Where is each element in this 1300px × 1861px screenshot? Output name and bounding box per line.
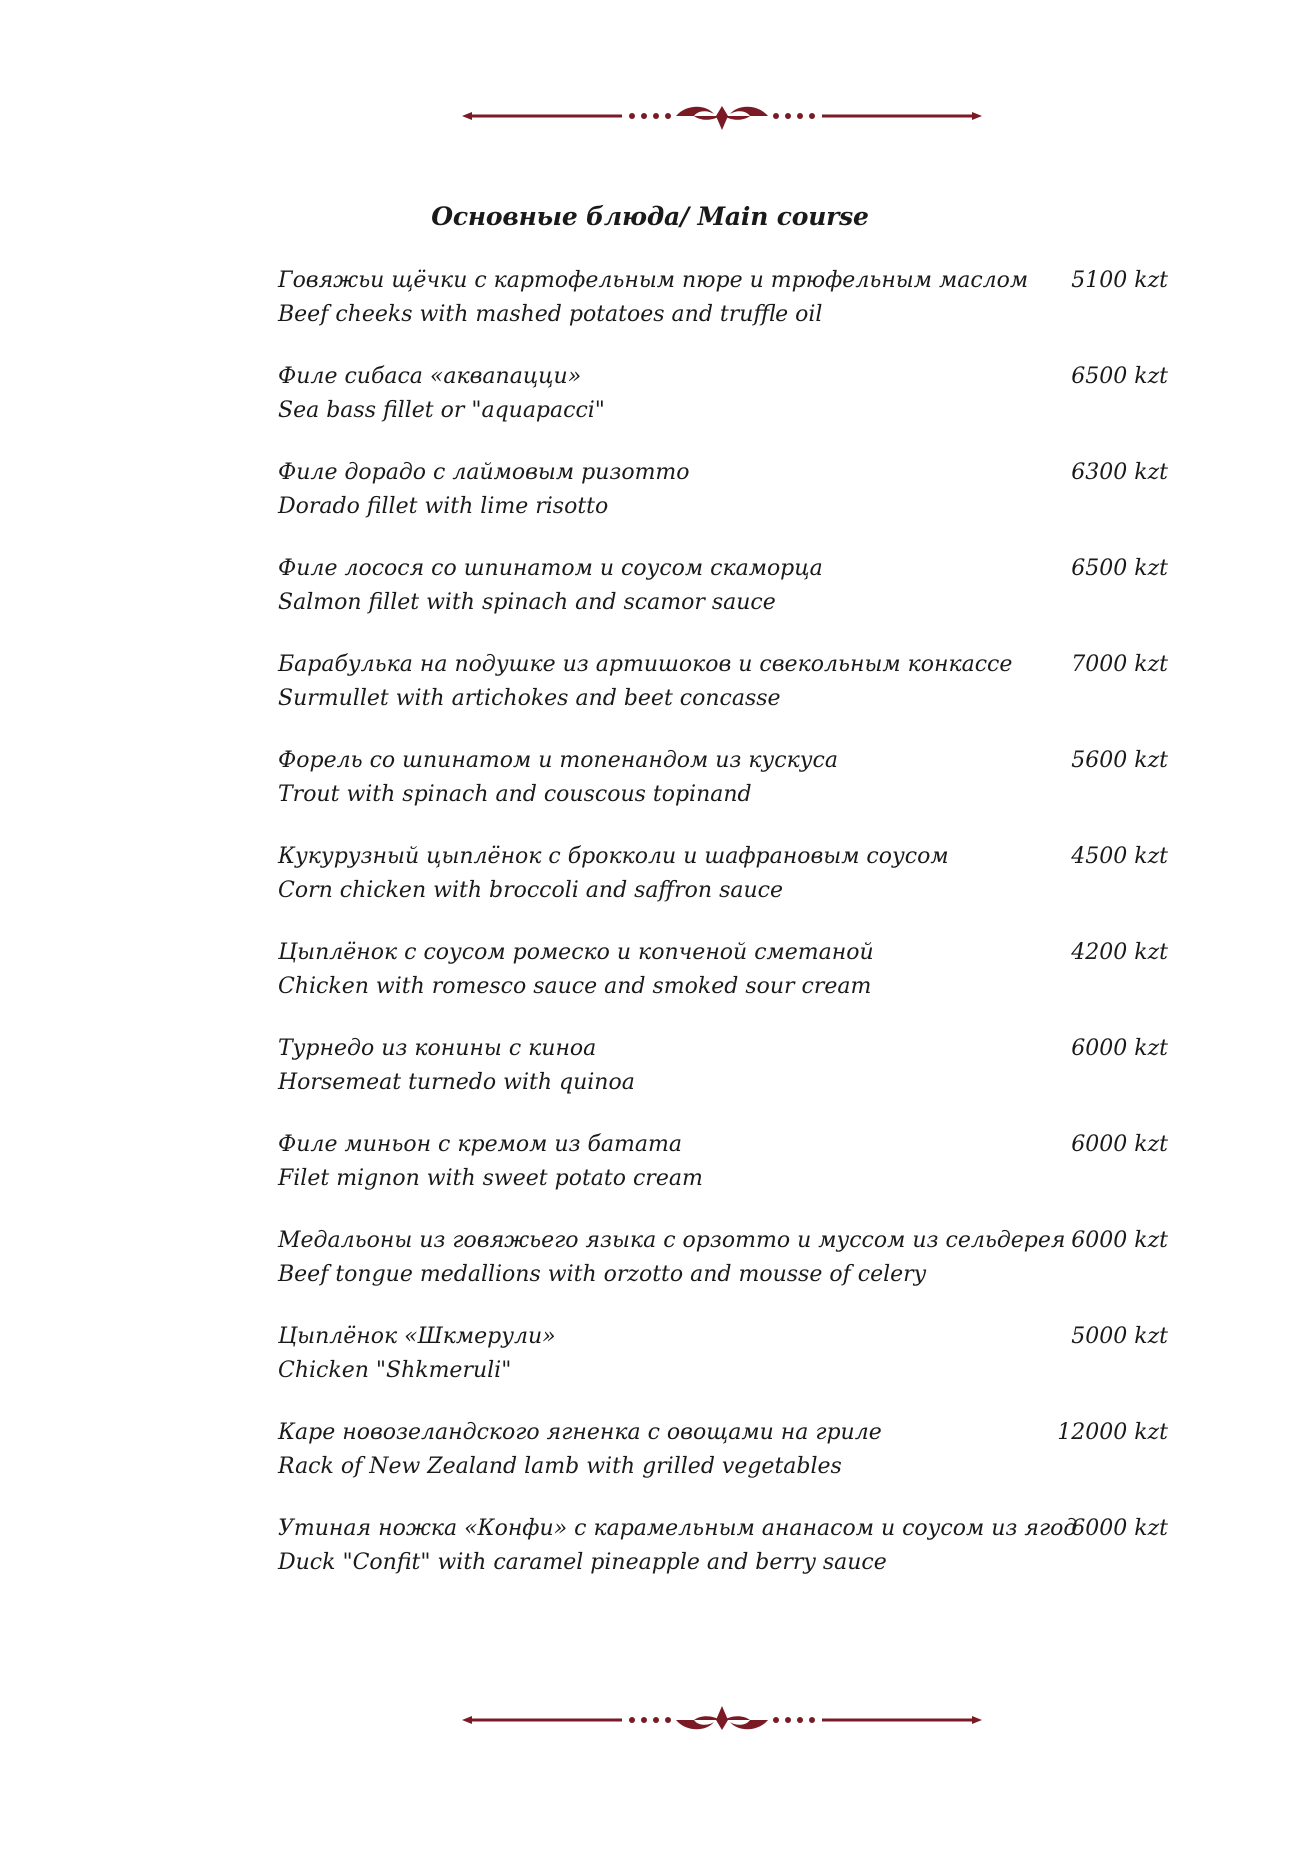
dish-price: 6000 kzt (1071, 1132, 1168, 1157)
dish-name-ru: Филе лосося со шпинатом и соусом скаморца (278, 556, 823, 581)
menu-item (278, 264, 1168, 360)
dish-name-en: Chicken with romesco sauce and smoked sour cream (278, 974, 872, 999)
dish-name-en: Trout with spinach and couscous topinand (278, 782, 752, 807)
menu-item (278, 1320, 1168, 1416)
dish-price: 6500 kzt (1071, 556, 1168, 581)
dish-price: 6000 kzt (1071, 1228, 1168, 1253)
menu-item (278, 360, 1168, 456)
dish-name-en: Sea bass fillet or "aquapacci" (278, 398, 605, 423)
dish-price: 6300 kzt (1071, 460, 1168, 485)
dish-name-en: Beef tongue medallions with orzotto and mousse of celery (278, 1262, 927, 1287)
dish-name-ru: Цыплёнок «Шкмерули» (278, 1324, 556, 1349)
menu-item (278, 744, 1168, 840)
dish-name-en: Horsemeat turnedo with quinoa (278, 1070, 635, 1095)
menu-item (278, 1224, 1168, 1320)
menu-item (278, 1512, 1168, 1608)
dish-price: 12000 kzt (1057, 1420, 1168, 1445)
menu-list (278, 264, 1168, 1608)
menu-item (278, 648, 1168, 744)
dish-price: 4200 kzt (1071, 940, 1168, 965)
menu-item (278, 1032, 1168, 1128)
dish-price: 5000 kzt (1071, 1324, 1168, 1349)
dish-name-ru: Медальоны из говяжьего языка с орзотто и муссом из сельдерея (278, 1228, 1066, 1253)
dish-name-ru: Филе дорадо с лаймовым ризотто (278, 460, 690, 485)
menu-item (278, 1416, 1168, 1512)
dish-name-en: Beef cheeks with mashed potatoes and truffle oil (278, 302, 823, 327)
dish-price: 6000 kzt (1071, 1516, 1168, 1541)
menu-item (278, 456, 1168, 552)
dish-name-en: Rack of New Zealand lamb with grilled vegetables (278, 1454, 842, 1479)
dish-name-ru: Каре новозеландского ягненка с овощами на гриле (278, 1420, 882, 1445)
dish-name-ru: Кукурузный цыплёнок с брокколи и шафрановым соусом (278, 844, 949, 869)
dish-name-ru: Утиная ножка «Конфи» с карамельным ананасом и соусом из ягод (278, 1516, 1078, 1541)
menu-item (278, 552, 1168, 648)
dish-name-ru: Турнедо из конины с киноа (278, 1036, 597, 1061)
dish-name-ru: Филе сибаса «аквапацци» (278, 364, 582, 389)
dish-name-ru: Барабулька на подушке из артишоков и свекольным конкассе (278, 652, 1013, 677)
menu-item (278, 936, 1168, 1032)
dish-name-en: Surmullet with artichokes and beet concasse (278, 686, 781, 711)
menu-item (278, 840, 1168, 936)
dish-name-ru: Говяжьи щёчки с картофельным пюре и трюфельным маслом (278, 268, 1029, 293)
dish-name-en: Dorado fillet with lime risotto (278, 494, 609, 519)
dish-name-ru: Форель со шпинатом и топенандом из кускуса (278, 748, 838, 773)
bottom-ornament-divider (462, 1700, 982, 1740)
top-ornament-divider (462, 96, 982, 136)
dish-name-en: Corn chicken with broccoli and saffron sauce (278, 878, 783, 903)
dish-price: 6500 kzt (1071, 364, 1168, 389)
dish-name-en: Salmon fillet with spinach and scamor sauce (278, 590, 776, 615)
section-title: Основные блюда/ Main course (431, 202, 869, 231)
menu-item (278, 1128, 1168, 1224)
dish-name-en: Duck "Confit" with caramel pineapple and berry sauce (278, 1550, 887, 1575)
dish-price: 4500 kzt (1071, 844, 1168, 869)
dish-name-en: Filet mignon with sweet potato cream (278, 1166, 703, 1191)
dish-price: 5600 kzt (1071, 748, 1168, 773)
dish-name-ru: Филе миньон с кремом из батата (278, 1132, 682, 1157)
dish-name-ru: Цыплёнок с соусом ромеско и копченой сметаной (278, 940, 874, 965)
dish-price: 7000 kzt (1071, 652, 1168, 677)
dish-name-en: Chicken "Shkmeruli" (278, 1358, 512, 1383)
dish-price: 6000 kzt (1071, 1036, 1168, 1061)
dish-price: 5100 kzt (1071, 268, 1168, 293)
